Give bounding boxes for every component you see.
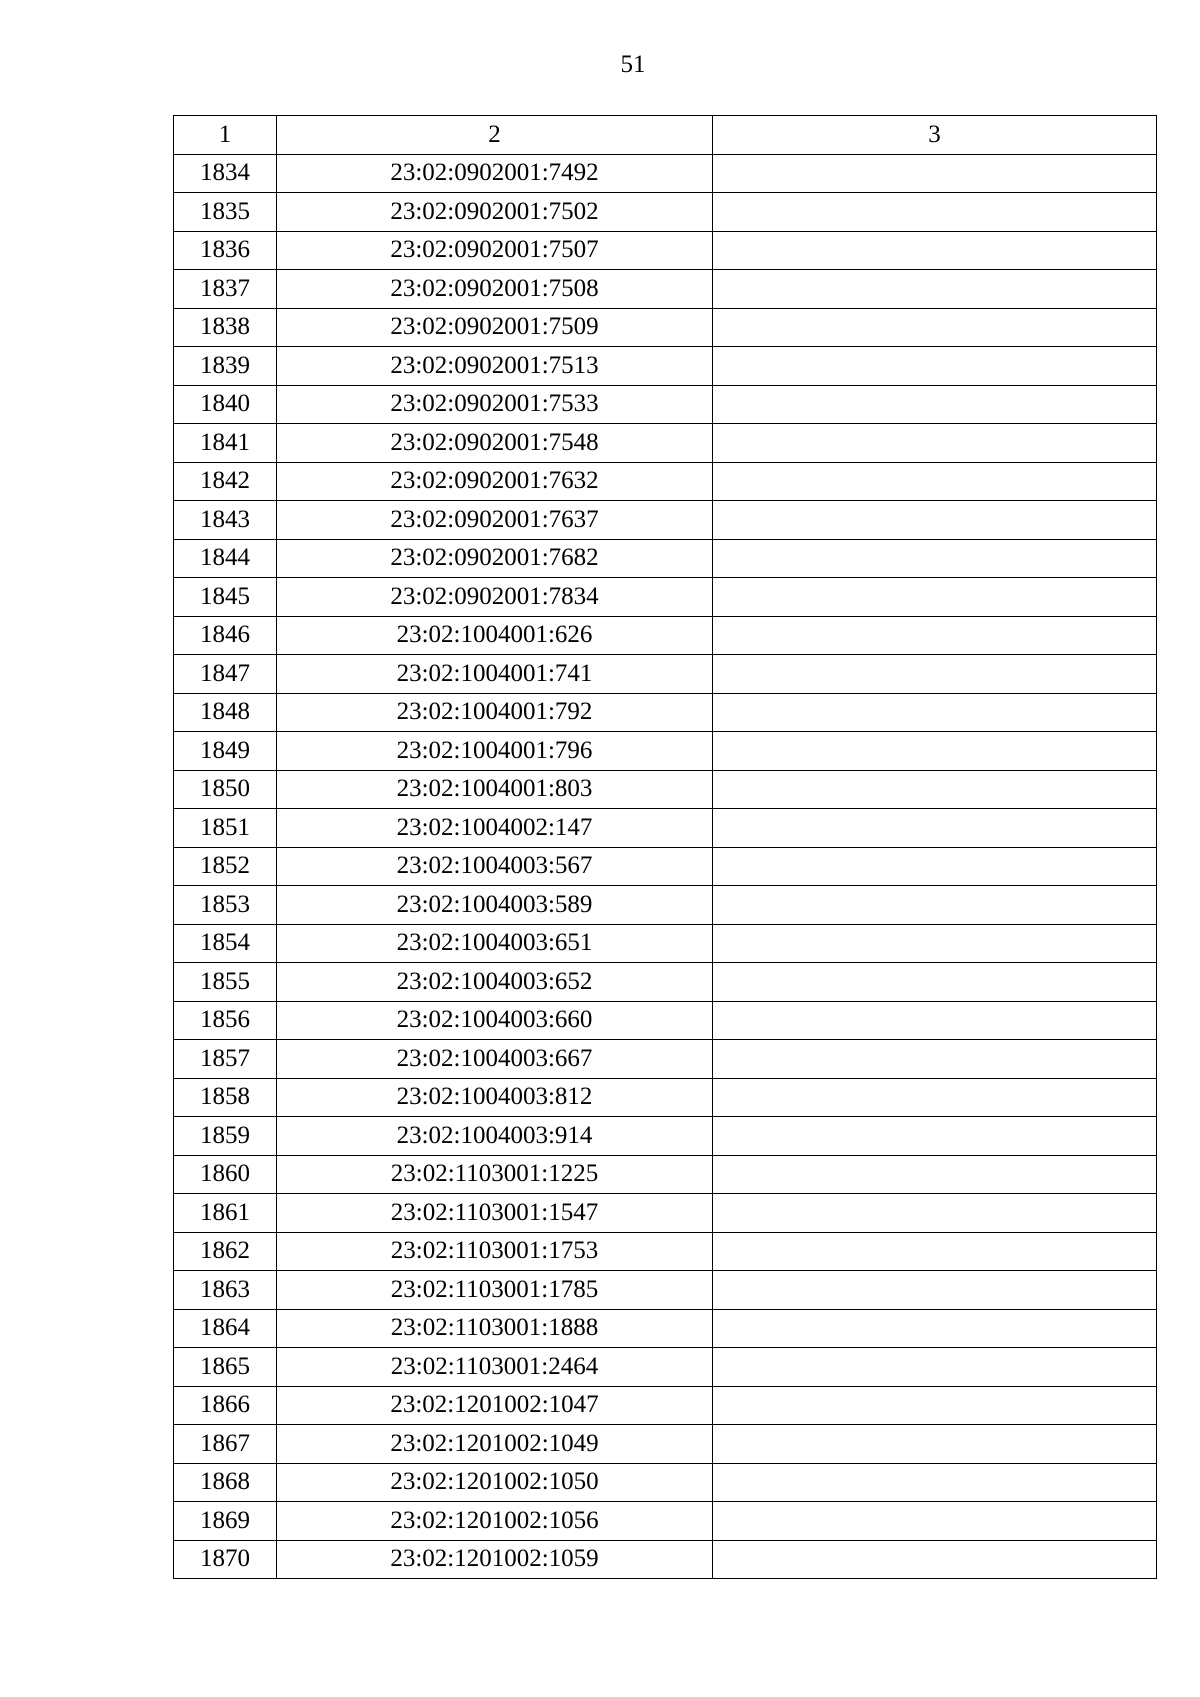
note-cell xyxy=(713,347,1157,386)
note-cell xyxy=(713,1155,1157,1194)
table-row xyxy=(174,501,1157,540)
table-row xyxy=(174,963,1157,1002)
note-cell xyxy=(713,1001,1157,1040)
table-body xyxy=(174,116,1157,1579)
table-row xyxy=(174,1001,1157,1040)
row-number-cell: 1845 xyxy=(174,578,277,617)
cadastral-number-cell: 23:02:1004001:796 xyxy=(277,732,713,771)
table-row xyxy=(174,693,1157,732)
note-cell xyxy=(713,1040,1157,1079)
row-number-cell: 1847 xyxy=(174,655,277,694)
note-cell xyxy=(713,578,1157,617)
row-number-cell: 1865 xyxy=(174,1348,277,1387)
cadastral-number-cell: 23:02:1201002:1047 xyxy=(277,1386,713,1425)
cadastral-number-cell: 23:02:1004003:812 xyxy=(277,1078,713,1117)
row-number-cell: 1838 xyxy=(174,308,277,347)
cadastral-number-cell: 23:02:0902001:7632 xyxy=(277,462,713,501)
note-cell xyxy=(713,1194,1157,1233)
cadastral-number-cell: 23:02:1103001:1888 xyxy=(277,1309,713,1348)
table-row xyxy=(174,847,1157,886)
cadastral-number-cell: 23:02:1103001:1785 xyxy=(277,1271,713,1310)
table-row xyxy=(174,270,1157,309)
note-cell xyxy=(713,1309,1157,1348)
table-row xyxy=(174,1502,1157,1541)
table-row xyxy=(174,231,1157,270)
column-header-1: 1 xyxy=(174,116,277,155)
cadastral-number-cell: 23:02:1201002:1050 xyxy=(277,1463,713,1502)
row-number-cell: 1859 xyxy=(174,1117,277,1156)
table-row xyxy=(174,1232,1157,1271)
note-cell xyxy=(713,886,1157,925)
row-number-cell: 1843 xyxy=(174,501,277,540)
row-number-cell: 1861 xyxy=(174,1194,277,1233)
cadastral-number-cell: 23:02:1201002:1049 xyxy=(277,1425,713,1464)
row-number-cell: 1869 xyxy=(174,1502,277,1541)
cadastral-number-cell: 23:02:1004001:741 xyxy=(277,655,713,694)
table-header-row xyxy=(174,116,1157,155)
table-row xyxy=(174,308,1157,347)
table-row xyxy=(174,1309,1157,1348)
cadastral-number-cell: 23:02:0902001:7509 xyxy=(277,308,713,347)
cadastral-number-cell: 23:02:0902001:7548 xyxy=(277,424,713,463)
table-row xyxy=(174,1540,1157,1579)
row-number-cell: 1849 xyxy=(174,732,277,771)
row-number-cell: 1837 xyxy=(174,270,277,309)
cadastral-number-cell: 23:02:1004003:652 xyxy=(277,963,713,1002)
note-cell xyxy=(713,847,1157,886)
row-number-cell: 1862 xyxy=(174,1232,277,1271)
table-row xyxy=(174,1348,1157,1387)
row-number-cell: 1853 xyxy=(174,886,277,925)
cadastral-number-cell: 23:02:0902001:7513 xyxy=(277,347,713,386)
cadastral-number-cell: 23:02:1103001:1547 xyxy=(277,1194,713,1233)
table-row xyxy=(174,1463,1157,1502)
note-cell xyxy=(713,1271,1157,1310)
row-number-cell: 1860 xyxy=(174,1155,277,1194)
table-row xyxy=(174,1040,1157,1079)
table-row xyxy=(174,1271,1157,1310)
row-number-cell: 1840 xyxy=(174,385,277,424)
table-row xyxy=(174,1425,1157,1464)
table-row xyxy=(174,924,1157,963)
row-number-cell: 1842 xyxy=(174,462,277,501)
note-cell xyxy=(713,231,1157,270)
table-row xyxy=(174,1386,1157,1425)
cadastral-number-cell: 23:02:1004003:567 xyxy=(277,847,713,886)
row-number-cell: 1850 xyxy=(174,770,277,809)
note-cell xyxy=(713,770,1157,809)
table-row xyxy=(174,539,1157,578)
row-number-cell: 1856 xyxy=(174,1001,277,1040)
cadastral-number-cell: 23:02:0902001:7637 xyxy=(277,501,713,540)
note-cell xyxy=(713,308,1157,347)
row-number-cell: 1851 xyxy=(174,809,277,848)
cadastral-number-cell: 23:02:1103001:2464 xyxy=(277,1348,713,1387)
note-cell xyxy=(713,1502,1157,1541)
cadastral-number-cell: 23:02:1103001:1753 xyxy=(277,1232,713,1271)
cadastral-number-cell: 23:02:1004001:626 xyxy=(277,616,713,655)
cadastral-table xyxy=(173,115,1157,1579)
cadastral-number-cell: 23:02:0902001:7533 xyxy=(277,385,713,424)
note-cell xyxy=(713,1232,1157,1271)
page-number: 51 xyxy=(620,51,646,78)
note-cell xyxy=(713,616,1157,655)
cadastral-number-cell: 23:02:1004003:651 xyxy=(277,924,713,963)
cadastral-number-cell: 23:02:0902001:7502 xyxy=(277,193,713,232)
note-cell xyxy=(713,924,1157,963)
table-row xyxy=(174,1194,1157,1233)
cadastral-number-cell: 23:02:0902001:7507 xyxy=(277,231,713,270)
row-number-cell: 1836 xyxy=(174,231,277,270)
note-cell xyxy=(713,1078,1157,1117)
cadastral-number-cell: 23:02:1004003:914 xyxy=(277,1117,713,1156)
row-number-cell: 1844 xyxy=(174,539,277,578)
cadastral-number-cell: 23:02:1004001:792 xyxy=(277,693,713,732)
note-cell xyxy=(713,1117,1157,1156)
table-row xyxy=(174,1117,1157,1156)
note-cell xyxy=(713,1463,1157,1502)
row-number-cell: 1870 xyxy=(174,1540,277,1579)
table-row xyxy=(174,578,1157,617)
column-header-3: 3 xyxy=(713,116,1157,155)
cadastral-number-cell: 23:02:1004003:660 xyxy=(277,1001,713,1040)
row-number-cell: 1867 xyxy=(174,1425,277,1464)
cadastral-number-cell: 23:02:1004001:803 xyxy=(277,770,713,809)
table-row xyxy=(174,1155,1157,1194)
note-cell xyxy=(713,732,1157,771)
cadastral-number-cell: 23:02:1004002:147 xyxy=(277,809,713,848)
note-cell xyxy=(713,501,1157,540)
table-row xyxy=(174,886,1157,925)
table-row xyxy=(174,809,1157,848)
note-cell xyxy=(713,1540,1157,1579)
cadastral-number-cell: 23:02:1004003:667 xyxy=(277,1040,713,1079)
table-row xyxy=(174,193,1157,232)
row-number-cell: 1866 xyxy=(174,1386,277,1425)
cadastral-number-cell: 23:02:1004003:589 xyxy=(277,886,713,925)
cadastral-number-cell: 23:02:1103001:1225 xyxy=(277,1155,713,1194)
table-row xyxy=(174,655,1157,694)
cadastral-number-cell: 23:02:1201002:1059 xyxy=(277,1540,713,1579)
cadastral-number-cell: 23:02:0902001:7682 xyxy=(277,539,713,578)
note-cell xyxy=(713,963,1157,1002)
row-number-cell: 1863 xyxy=(174,1271,277,1310)
table-row xyxy=(174,424,1157,463)
row-number-cell: 1834 xyxy=(174,154,277,193)
note-cell xyxy=(713,809,1157,848)
note-cell xyxy=(713,424,1157,463)
row-number-cell: 1841 xyxy=(174,424,277,463)
cadastral-number-cell: 23:02:0902001:7492 xyxy=(277,154,713,193)
table-row xyxy=(174,385,1157,424)
row-number-cell: 1848 xyxy=(174,693,277,732)
note-cell xyxy=(713,462,1157,501)
row-number-cell: 1868 xyxy=(174,1463,277,1502)
row-number-cell: 1855 xyxy=(174,963,277,1002)
table-row xyxy=(174,616,1157,655)
cadastral-number-cell: 23:02:0902001:7508 xyxy=(277,270,713,309)
row-number-cell: 1839 xyxy=(174,347,277,386)
note-cell xyxy=(713,1348,1157,1387)
note-cell xyxy=(713,1425,1157,1464)
table-row xyxy=(174,347,1157,386)
note-cell xyxy=(713,154,1157,193)
note-cell xyxy=(713,693,1157,732)
cadastral-number-cell: 23:02:1201002:1056 xyxy=(277,1502,713,1541)
table-row xyxy=(174,154,1157,193)
table-row xyxy=(174,732,1157,771)
table-row xyxy=(174,462,1157,501)
cadastral-number-cell: 23:02:0902001:7834 xyxy=(277,578,713,617)
note-cell xyxy=(713,539,1157,578)
note-cell xyxy=(713,1386,1157,1425)
note-cell xyxy=(713,193,1157,232)
row-number-cell: 1857 xyxy=(174,1040,277,1079)
note-cell xyxy=(713,270,1157,309)
row-number-cell: 1864 xyxy=(174,1309,277,1348)
column-header-2: 2 xyxy=(277,116,713,155)
table-row xyxy=(174,770,1157,809)
row-number-cell: 1835 xyxy=(174,193,277,232)
row-number-cell: 1852 xyxy=(174,847,277,886)
table-row xyxy=(174,1078,1157,1117)
row-number-cell: 1854 xyxy=(174,924,277,963)
row-number-cell: 1846 xyxy=(174,616,277,655)
row-number-cell: 1858 xyxy=(174,1078,277,1117)
note-cell xyxy=(713,385,1157,424)
note-cell xyxy=(713,655,1157,694)
